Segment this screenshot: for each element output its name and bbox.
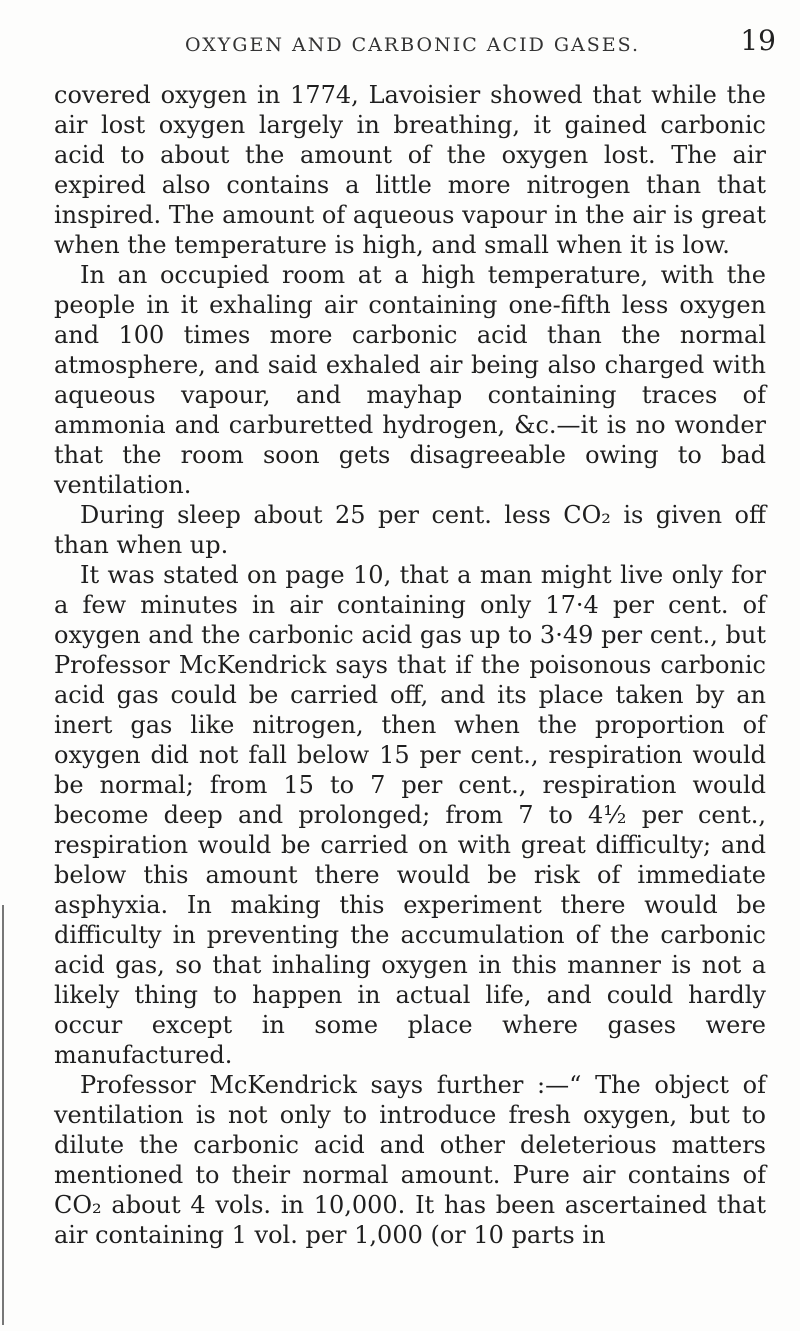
running-title: OXYGEN AND CARBONIC ACID GASES.: [185, 34, 641, 56]
page-number: 19: [740, 24, 776, 57]
paragraph-3: During sleep about 25 per cent. less CO₂ is given off than when up.: [54, 501, 766, 559]
page-edge-shadow: [2, 905, 4, 1325]
paragraph-1: covered oxygen in 1774, Lavoisier showed that while the air lost oxygen largely in breathing, it gained carbonic acid to about the amount of the oxygen lost. The air expired also contains a little more nitrogen than that inspired. The amount of aqueous vapour in the air is great when the temperature is high, and small when it is low.: [54, 81, 766, 259]
paragraph-4: It was stated on page 10, that a man might live only for a few minutes in air containing only 17·4 per cent. of oxygen and the carbonic acid gas up to 3·49 per cent., but Professor McKendrick says that if the poisonous carbonic acid gas could be carried off, and its place taken by an inert gas like nitrogen, then when the proportion of oxygen did not fall below 15 per cent., respiration would be normal; from 15 to 7 per cent., respiration would become deep and prolonged; from 7 to 4½ per cent., respiration would be carried on with great difficulty; and below this amount there would be risk of immediate asphyxia. In making this experiment there would be difficulty in preventing the accumulation of the carbonic acid gas, so that inhaling oxygen in this manner is not a likely thing to happen in actual life, and could hardly occur except in some place where gases were manufactured.: [54, 561, 766, 1069]
body-text: [54, 80, 766, 1250]
paragraph-2: In an occupied room at a high temperature, with the people in it exhaling air containing one-fifth less oxygen and 100 times more carbonic acid than the normal atmosphere, and said exhaled air being also charged with aqueous vapour, and mayhap containing traces of ammonia and carburetted hydrogen, &c.—it is no wonder that the room soon gets disagreeable owing to bad ventilation.: [54, 261, 766, 499]
paragraph-5: Professor McKendrick says further :—“ The object of ventilation is not only to introduce fresh oxygen, but to dilute the carbonic acid and other deleterious matters mentioned to their normal amount. Pure air contains of CO₂ about 4 vols. in 10,000. It has been ascertained that air containing 1 vol. per 1,000 (or 10 parts in: [54, 1071, 766, 1249]
running-head: [40, 22, 800, 62]
